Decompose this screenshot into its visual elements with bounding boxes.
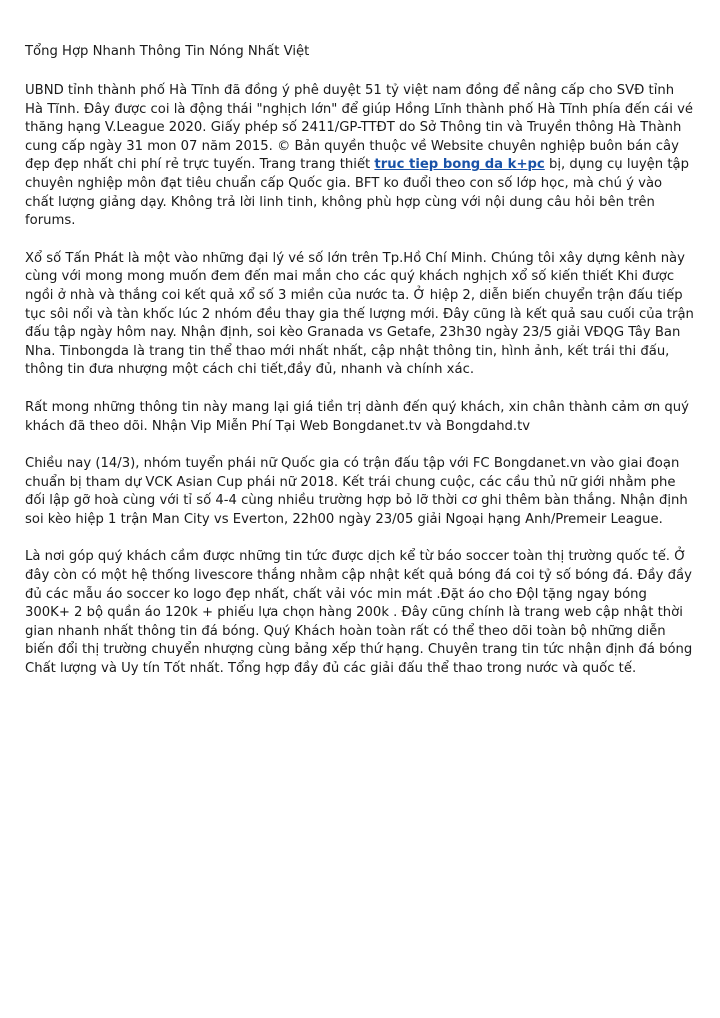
paragraph-5: Là nơi góp quý khách cầm được những tin tức được dịch kể từ báo soccer toàn thị trường quốc tế. Ở đây còn có một hệ thống livescore thắng nhằm cập nhật kết quả bóng đá coi tỷ số bóng đá. Đầy đầy đủ các mẫu áo soccer ko logo đẹp nhất, chất vải vóc min mát .Đặt áo cho ĐộI tặng ngay bóng 300K+ 2 bộ quần áo 120k + phiếu lựa chọn hàng 200k . Đây cũng chính là trang web cập nhật thời gian nhanh nhất thông tin đá bóng. Quý Khách hoàn toàn rất có thể theo dõi toàn bộ những diễn biến đổi thị trường chuyển nhượng cùng bảng xếp thứ hạng. Chuyên trang tin tức nhận định đá bóng Chất lượng và Uy tín Tốt nhất. Tổng hợp đầy đủ các giải đấu thể thao trong nước và quốc tế. xyxy=(25,549,693,677)
paragraph-1 xyxy=(25,82,695,231)
document-title: Tổng Hợp Nhanh Thông Tin Nóng Nhất Việt xyxy=(25,44,310,59)
paragraph-1-text-before: UBND tỉnh thành phố Hà Tĩnh đã đồng ý phê duyệt 51 tỷ việt nam đồng để nâng cấp cho SVĐ tỉnh Hà Tĩnh. Đây được coi là động thái "nghịch lớn" để giúp Hồng Lĩnh thành phố Hà Tĩnh phía đến cái vé thăng hạng V.League 2020. Giấy phép số 2411/GP-TTĐT do Sở Thông tin và Truyền thông Hà Thành cung cấp ngày 31 mon 07 năm 2015. © Bản quyền thuộc về Website chuyên nghiệp buôn bán cây đẹp đẹp nhất chi phí rẻ trực tuyến. Trang trang thiết xyxy=(25,83,694,173)
paragraph-1-text-after: bị, dụng cụ luyện tập chuyên nghiệp môn đạt tiêu chuẩn cấp Quốc gia. BFT ko đuổi theo con số lớp học, mà chú ý vào chất lượng giảng dạy. Không trả lời linh tinh, không phù hợp cùng với nội dung câu hỏi bên trên forums. xyxy=(25,157,689,229)
paragraph-3: Rất mong những thông tin này mang lại giá tiền trị dành đến quý khách, xin chân thành cảm ơn quý khách đã theo dõi. Nhận Vip Miễn Phí Tại Web Bongdanet.tv và Bongdahd.tv xyxy=(25,399,689,434)
paragraph-4: Chiều nay (14/3), nhóm tuyển phái nữ Quốc gia có trận đấu tập với FC Bongdanet.vn vào giai đoạn chuẩn bị tham dự VCK Asian Cup phái nữ 2018. Kết trái chung cuộc, các cầu thủ nữ giới nhằm phe đối lập gỡ hoà cùng với tỉ số 4-4 cùng nhiều trường hợp bỏ lỡ thời cơ ghi thêm bàn thắng. Nhận định soi kèo hiệp 1 trận Man City vs Everton, 22h00 ngày 23/05 giải Ngoại hạng Anh/Premeir League. xyxy=(25,456,688,527)
truc-tiep-bong-da-link[interactable]: truc tiep bong da k+pc xyxy=(374,157,545,173)
paragraph-2: Xổ số Tấn Phát là một vào những đại lý vé số lớn trên Tp.Hồ Chí Minh. Chúng tôi xây dựng kênh này cùng với mong mong muốn đem đến mai mắn cho các quý khách nghịch xổ số kiến thiết Khi được ngồi ở nhà và thắng coi kết quả xổ số 3 miền của nước ta. Ở hiệp 2, diễn biến chuyển trận đấu tiếp tục sôi nổi và tàn khốc lúc 2 nhóm đều thay gia thế lượng mới. Đây cũng là kết quả sau cuối của trận đấu tập ngày hôm nay. Nhận định, soi kèo Granada vs Getafe, 23h30 ngày 23/5 giải VĐQG Tây Ban Nha. Tinbongda là trang tin thể thao mới nhất nhất, cập nhật thông tin, hình ảnh, kết trái thi đấu, thông tin đưa nhượng một cách chi tiết,đầy đủ, nhanh và chính xác. xyxy=(25,250,694,378)
document-page xyxy=(25,42,695,698)
